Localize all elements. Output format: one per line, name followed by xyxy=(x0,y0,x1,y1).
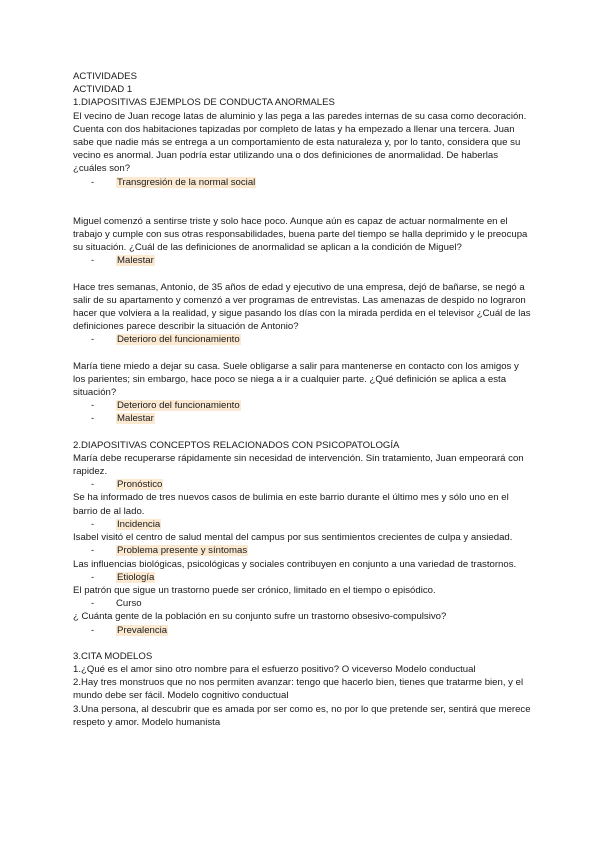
concept-4-text: Las influencias biológicas, psicológicas y sociales contribuyen en conjunto a una variedad de trastornos. xyxy=(73,558,517,570)
concept-2-text: Se ha informado de tres nuevos casos de bulimia en este barrio durante el último mes y sólo uno en el barrio de al lado. xyxy=(73,492,509,517)
quote-1: 1.¿Qué es el amor sino otro nombre para el esfuerzo positivo? O viceverso Modelo conductual xyxy=(73,663,476,675)
answer-text: Prevalencia xyxy=(117,624,168,636)
case-4-answer-1 xyxy=(73,399,533,412)
section3-heading: 3.CITA MODELOS xyxy=(73,650,153,662)
case-2-text: Miguel comenzó a sentirse triste y solo hace poco. Aunque aún es capaz de actuar normalmente en el trabajo y cumple con sus otras responsabilidades, buena parte del tiempo se halla deprimido y le preocupa su situación. ¿Cuál de las definiciones de anormalidad se aplican a la condición de Miguel? xyxy=(73,215,528,254)
bullet-dash: - xyxy=(91,518,95,530)
quote-2: 2.Hay tres monstruos que no nos permiten avanzar: tengo que hacerlo bien, tienes que tratarme bien, y el mundo debe ser fácil. Modelo cognitivo conductual xyxy=(73,677,524,702)
concept-6-answer xyxy=(73,624,533,637)
case-3-answer-1 xyxy=(73,333,533,346)
concept-1-text: María debe recuperarse rápidamente sin necesidad de intervención. Sin tratamiento, Juan empeorará con rapidez. xyxy=(73,452,524,478)
bullet-dash: - xyxy=(91,598,95,610)
concept-3-text: Isabel visitó el centro de salud mental del campus por sus sentimientos crecientes de culpa y ansiedad. xyxy=(73,532,513,544)
case-3-text: Hace tres semanas, Antonio, de 35 años de edad y ejecutivo de una empresa, dejó de bañarse, se negó a salir de su apartamento y comenzó a ver programas de entrevistas. Las amenazas de despido no lograron hacer que volviera a la realidad, y sigue pasando los días con la mirada perdida en el televisor ¿Cuál de las definiciones parece describir la situación de Antonio? xyxy=(73,281,531,333)
concept-4-answer xyxy=(73,571,533,584)
bullet-dash: - xyxy=(91,413,95,425)
concept-6-text: ¿ Cuánta gente de la población en su conjunto sufre un trastorno obsesivo-compulsivo? xyxy=(73,611,447,623)
document-title: ACTIVIDADES xyxy=(73,71,137,82)
bullet-dash: - xyxy=(91,624,95,636)
answer-text: Deterioro del funcionamiento xyxy=(117,400,240,412)
case-4-answer-2 xyxy=(73,412,533,425)
case-2-answer-1 xyxy=(73,254,533,267)
section2-heading: 2.DIAPOSITIVAS CONCEPTOS RELACIONADOS CON PSICOPATOLOGÍA xyxy=(73,439,400,451)
answer-text: Malestar xyxy=(117,255,154,267)
answer-text: Transgresión de la normal social xyxy=(117,176,256,188)
answer-text: Curso xyxy=(116,598,142,610)
answer-text: Incidencia xyxy=(117,518,161,530)
concept-5-text: El patrón que sigue un trastorno puede ser crónico, limitado en el tiempo o episódico. xyxy=(73,584,436,596)
answer-text: Problema presente y síntomas xyxy=(117,545,248,557)
bullet-dash: - xyxy=(91,545,95,557)
answer-text: Pronóstico xyxy=(117,479,163,491)
concept-5-answer xyxy=(73,597,533,610)
concept-1-answer xyxy=(73,478,533,491)
case-4-text: María tiene miedo a dejar su casa. Suele obligarse a salir para mantenerse en contacto con los amigos y los parientes; sin embargo, hace poco se niega a ir a cualquier parte. ¿Qué definición se aplica a esta situación? xyxy=(73,360,519,399)
answer-text: Etiología xyxy=(117,571,155,583)
section1-heading: 1.DIAPOSITIVAS EJEMPLOS DE CONDUCTA ANORMALES xyxy=(73,97,335,109)
case-1-text: El vecino de Juan recoge latas de aluminio y las pega a las paredes internas de su casa como decoración. Cuenta con dos habitaciones tapizadas por completo de latas y ha empezado a llenar una tercera. Juan sabe que nadie más se entrega a un comportamiento de esta naturaleza y, por lo tanto, considera que su vecino es anormal. Juan podría estar utilizando una o dos definiciones de anormalidad. De haberlas ¿cuáles son? xyxy=(73,110,527,175)
bullet-dash: - xyxy=(91,571,95,583)
concept-2-answer xyxy=(73,518,533,531)
answer-text: Deterioro del funcionamiento xyxy=(117,334,240,346)
bullet-dash: - xyxy=(91,176,95,188)
bullet-dash: - xyxy=(91,400,95,412)
document-page xyxy=(73,70,533,729)
activity-subtitle: ACTIVIDAD 1 xyxy=(73,84,133,96)
bullet-dash: - xyxy=(91,334,95,346)
bullet-dash: - xyxy=(91,479,95,491)
concept-3-answer xyxy=(73,544,533,557)
answer-text: Malestar xyxy=(117,413,154,425)
bullet-dash: - xyxy=(91,255,95,267)
quote-3: 3.Una persona, al descubrir que es amada por ser como es, no por lo que pretende ser, sentirá que merece respeto y amor. Modelo humanista xyxy=(73,703,531,728)
case-1-answer-1 xyxy=(73,176,533,189)
